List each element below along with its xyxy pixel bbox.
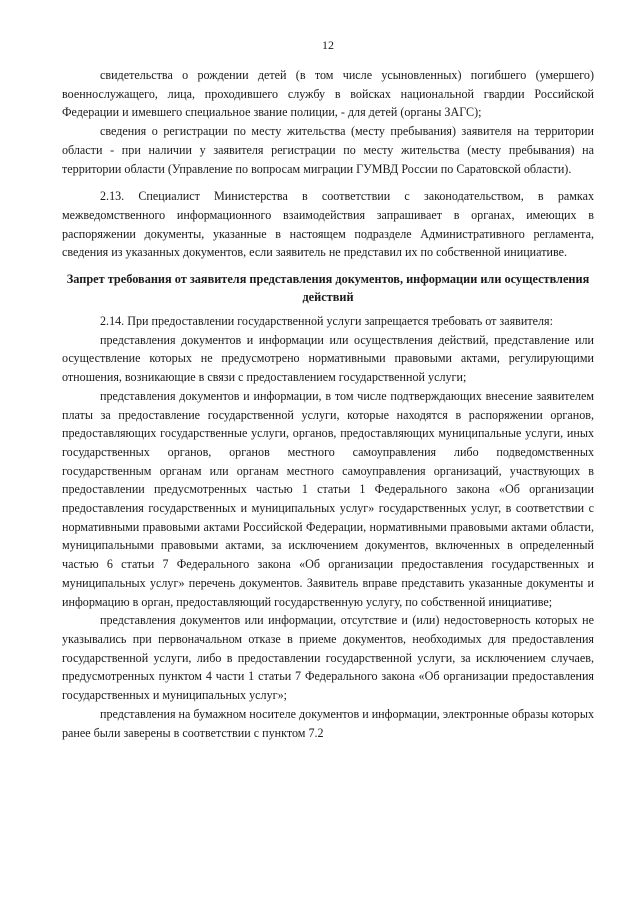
paragraph-2-13: 2.13. Специалист Министерства в соответствии с законодательством, в рамках межведомственного информационного взаимодействия запрашивает в органах, имеющих в распоряжении документы, указанные в настоящем подразделе Административного регламента, сведения из указанных документов, если заявитель не представил их по собственной инициативе. (62, 189, 594, 260)
paragraph: свидетельства о рождении детей (в том числе усыновленных) погибшего (умершего) военнослужащего, лица, проходившего службу в войсках национальной гвардии Российской Федерации и имевшего специальное звание полиции, - для детей (органы ЗАГС); (62, 68, 594, 120)
paragraph: представления на бумажном носителе документов и информации, электронные образы которых ранее были заверены в соответствии с пунктом 7.2 (62, 706, 594, 740)
page-number: 12 (322, 38, 334, 52)
paragraph: представления документов и информации или осуществления действий, представление или осуществление которых не предусмотрено нормативными правовыми актами, регулирующими отношения, возникающие в связи с предоставлением государственной услуги; (62, 332, 594, 385)
paragraph-2-14: 2.14. При предоставлении государственной услуги запрещается требовать от заявителя: (100, 314, 553, 329)
paragraph: представления документов или информации, отсутствие и (или) недостоверность которых не указывались при первоначальном отказе в приеме документов, необходимых для предоставления государственной услуги, либо в предоставлении государственной услуги, за исключением случаев, предусмотренных пунктом 4 части 1 статьи 7 Федерального закона «Об организации предоставления государственных и муниципальных услуг»; (62, 613, 594, 703)
paragraph: представления документов и информации, в том числе подтверждающих внесение заявителем платы за предоставление государственной услуги, которые находятся в распоряжении органов, предоставляющих государственные услуги, органов, предоставляющих муниципальные услуги, иных государственных органов, органов местного самоуправления либо подведомственных государственным органам или органам местного самоуправления организаций, участвующих в предоставлении предусмотренных частью 1 статьи 1 Федерального закона «Об организации предоставления государственных и муниципальных услуг» государственных услуг, в соответствии с нормативными правовыми актами Российской Федерации, нормативными правовыми актами области, муниципальными правовыми актами, за исключением документов, включенных в определенный частью 6 статьи 7 Федерального закона «Об организации предоставления государственных и муниципальных услуг» перечень документов. Заявитель вправе представить указанные документы и информацию в орган, предоставляющий государственную услугу, по собственной инициативе; (62, 388, 594, 609)
paragraph: сведения о регистрации по месту жительства (месту пребывания) заявителя на территории области - при наличии у заявителя регистрации по месту жительства (месту пребывания) на территории области (Управление по вопросам миграции ГУМВД России по Саратовской области). (62, 124, 594, 176)
section-heading: Запрет требования от заявителя представления документов, информации или осуществления действий (66, 272, 590, 304)
